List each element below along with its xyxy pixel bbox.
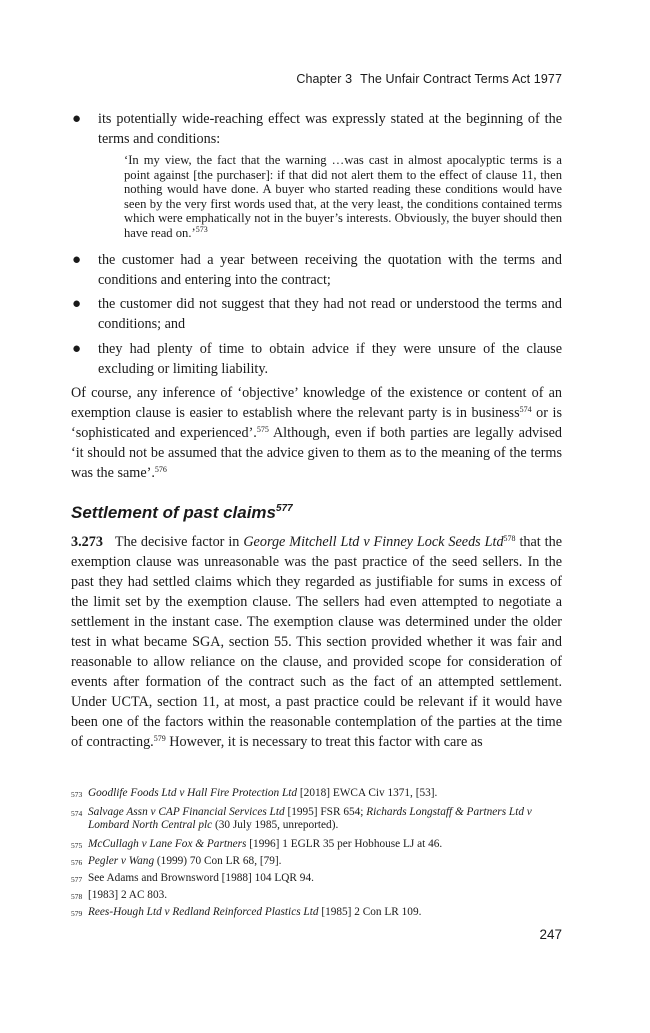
case-name: McCullagh v Lane Fox & Partners <box>88 838 247 850</box>
footnote-text <box>88 855 562 868</box>
footnote-text <box>88 787 562 800</box>
case-name: Rees-Hough Ltd v Redland Reinforced Plastics Ltd <box>88 906 319 918</box>
case-name: Goodlife Foods Ltd v Hall Fire Protection Ltd <box>88 787 298 799</box>
case-name: Richards Longstaff & Partners Ltd v Lombard North Central plc <box>88 806 532 832</box>
chapter-number: Chapter 3 <box>296 72 353 86</box>
footnote <box>71 906 562 919</box>
footnote-ref: 579 <box>153 734 166 743</box>
footnote-text <box>88 838 562 851</box>
case-name: Salvage Assn v CAP Financial Services Ltd <box>88 806 285 818</box>
footnote <box>71 806 562 833</box>
bullet-text: its potentially wide-reaching effect was expressly stated at the beginning of the terms and conditions: <box>98 111 562 147</box>
paragraph-text: However, it is necessary to treat this factor with care as <box>165 734 483 750</box>
bullet-item <box>71 109 562 149</box>
running-header <box>71 72 562 86</box>
footnote-text <box>88 906 562 919</box>
bullet-text: the customer had a year between receiving the quotation with the terms and conditions and entering into the contract; <box>98 252 562 288</box>
bullet-item <box>71 250 562 290</box>
footnote-number: 577 <box>71 875 83 884</box>
citation: (30 July 1985, unreported). <box>212 819 339 832</box>
footnote <box>71 872 562 885</box>
numbered-paragraph <box>71 532 562 752</box>
section-heading <box>71 503 293 523</box>
footnote-number: 575 <box>71 841 83 850</box>
case-name: George Mitchell Ltd v Finney Lock Seeds Ltd <box>243 534 504 550</box>
bullet-dot-icon: ● <box>72 111 82 127</box>
bullet-item <box>71 294 562 334</box>
paragraph-number: 3.273 <box>71 534 103 550</box>
footnote-number: 578 <box>71 892 83 901</box>
bullet-item <box>71 339 562 379</box>
bullet-text: they had plenty of time to obtain advice if they were unsure of the clause excluding or limiting liability. <box>98 341 562 377</box>
citation: See Adams and Brownsword [1988] 104 LQR 94. <box>88 872 314 884</box>
footnote-ref: 578 <box>503 534 516 543</box>
citation: [1996] 1 EGLR 35 per Hobhouse LJ at 46. <box>246 838 443 850</box>
footnote-ref: 575 <box>256 425 269 434</box>
footnote-ref: 576 <box>154 465 167 474</box>
paragraph-text: that the exemption clause was unreasonable was the past practice of the seed sellers. In the past they had settled claims which they regarded as justifiable for sums in excess of the limit set by the exemption clause. The sellers had even attempted to negotiate a settlement in the instant case. The exemption clause was determined under the older test in what became SGA, section 55. This section provided whether it was fair and reasonable to allow reliance on the clause, and provided scope for consideration of events after formation of the contract such as the fact of an attempted settlement. Under UCTA, section 11, at most, a past practice could be relevant if it would have been one of the factors within the reasonable contemplation of the parties at the time of contracting. <box>71 534 563 750</box>
paragraph-text: or is ‘sophisticated and experienced’. <box>71 405 562 441</box>
citation: [1985] 2 Con LR 109. <box>318 906 422 918</box>
paragraph-text: Although, even if both parties are legally advised ‘it should not be assumed that the advice given to them as to the meaning of the terms was the same’. <box>71 425 562 481</box>
footnote-number: 574 <box>71 809 83 818</box>
footnote-number: 573 <box>71 790 83 799</box>
citation: (1999) 70 Con LR 68, [79]. <box>154 855 282 867</box>
footnote <box>71 855 562 868</box>
citation: [2018] EWCA Civ 1371, [53]. <box>297 787 438 799</box>
footnote-ref: 577 <box>276 503 293 514</box>
footnote-number: 576 <box>71 858 83 867</box>
case-name: Pegler v Wang <box>88 855 155 867</box>
footnote-number: 579 <box>71 909 83 918</box>
footnote-ref: 574 <box>519 405 532 414</box>
body-paragraph <box>71 383 562 483</box>
quote-text: ‘In my view, the fact that the warning …was cast in almost apocalyptic terms is a point against [the purchaser]: if that did not alert them to the effect of clause 11, then nothing would have done. A buyer who started reading these conditions would have seen by the very first words used that, at the very least, the conditions contained terms which were emphatically not in the buyer’s interests. Obviously, the buyer should then have read on.’ <box>124 153 562 240</box>
page-number: 247 <box>539 927 562 942</box>
paragraph-text: Of course, any inference of ‘objective’ knowledge of the existence or content of an exemption clause is easier to establish where the relevant party is in business <box>71 385 562 421</box>
bullet-dot-icon: ● <box>72 341 82 357</box>
citation: [1983] 2 AC 803. <box>88 889 168 901</box>
footnote-text <box>88 806 562 833</box>
chapter-title: The Unfair Contract Terms Act 1977 <box>360 72 562 86</box>
bullet-dot-icon: ● <box>72 252 82 268</box>
citation: [1995] FSR 654; <box>284 806 367 818</box>
footnote <box>71 838 562 851</box>
block-quote <box>124 153 562 241</box>
footnote-text <box>88 889 562 902</box>
bullet-text: the customer did not suggest that they had not read or understood the terms and conditions; and <box>98 296 562 332</box>
footnote <box>71 787 562 800</box>
footnote-text <box>88 872 562 885</box>
footnote-ref: 573 <box>195 224 208 234</box>
footnote <box>71 889 562 902</box>
paragraph-text: The decisive factor in <box>114 534 244 550</box>
heading-text: Settlement of past claims <box>71 503 277 522</box>
bullet-dot-icon: ● <box>72 296 82 312</box>
